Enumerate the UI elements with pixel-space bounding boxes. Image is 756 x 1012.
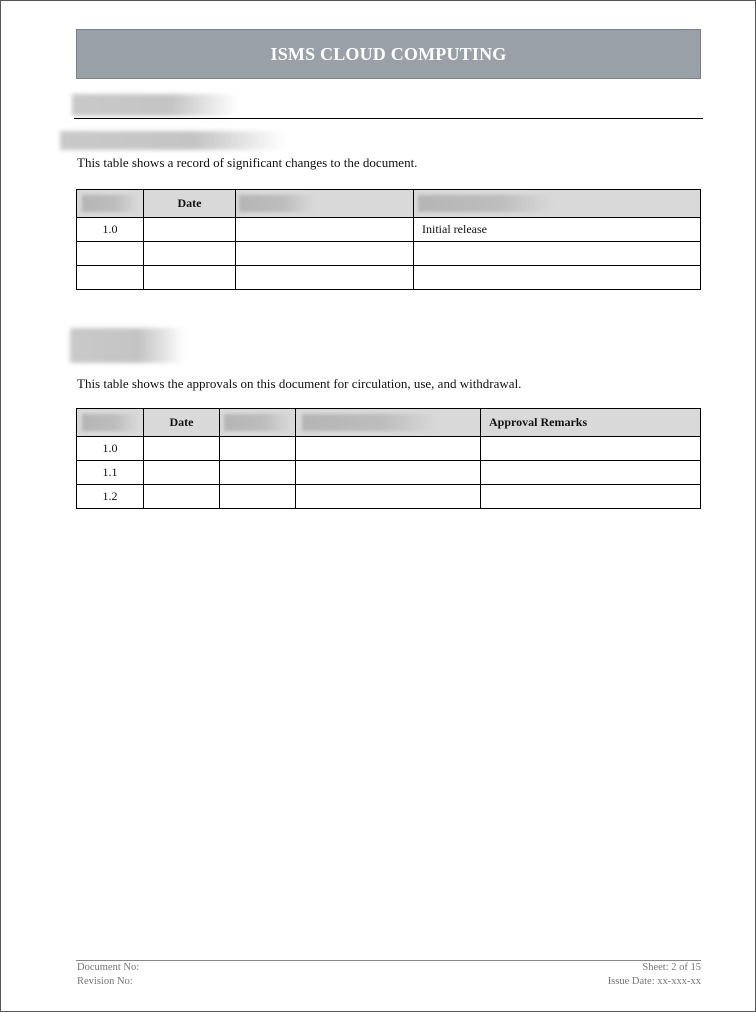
footer-revision-no: Revision No: (77, 976, 133, 987)
cell-date (144, 266, 236, 290)
redacted-approval-heading (70, 328, 185, 363)
header-cell-redacted (236, 190, 414, 218)
header-cell-redacted (414, 190, 701, 218)
header-cell-date: Date (144, 190, 236, 218)
table-row (77, 437, 701, 461)
cell-remarks (481, 485, 701, 509)
table-row (77, 242, 701, 266)
footer-document-no: Document No: (77, 962, 140, 973)
cell-description: Initial release (414, 218, 701, 242)
cell-version: 1.0 (77, 437, 144, 461)
cell-version: 1.2 (77, 485, 144, 509)
cell-date (144, 218, 236, 242)
table-row (77, 485, 701, 509)
cell (236, 218, 414, 242)
cell-version: 1.1 (77, 461, 144, 485)
table-header-row (77, 190, 701, 218)
cell-date (144, 485, 220, 509)
cell (296, 437, 481, 461)
cell (220, 437, 296, 461)
cell-version (77, 242, 144, 266)
redacted-subheading (60, 131, 285, 150)
cell (236, 266, 414, 290)
table-row (77, 461, 701, 485)
cell-date (144, 461, 220, 485)
header-cell-date: Date (144, 409, 220, 437)
table-row (77, 266, 701, 290)
heading-rule (74, 118, 703, 119)
cell-version: 1.0 (77, 218, 144, 242)
cell (236, 242, 414, 266)
revision-description: This table shows a record of significant changes to the document. (77, 155, 418, 170)
header-cell-redacted (77, 409, 144, 437)
approval-table (76, 408, 701, 509)
table-row (77, 218, 701, 242)
footer-issue-date: Issue Date: xx-xxx-xx (607, 976, 701, 987)
cell-description (414, 266, 701, 290)
redacted-section-heading (72, 94, 237, 116)
table-header-row (77, 409, 701, 437)
cell (296, 461, 481, 485)
cell-remarks (481, 461, 701, 485)
revision-history-table (76, 189, 701, 290)
footer-sheet: Sheet: 2 of 15 (642, 962, 701, 973)
document-title: ISMS CLOUD COMPUTING (270, 43, 507, 64)
cell (220, 485, 296, 509)
cell-version (77, 266, 144, 290)
cell-description (414, 242, 701, 266)
header-cell-redacted (77, 190, 144, 218)
cell-date (144, 437, 220, 461)
cell (220, 461, 296, 485)
footer-divider (76, 960, 701, 961)
header-cell-redacted (220, 409, 296, 437)
document-title-banner (76, 29, 701, 79)
header-cell-redacted (296, 409, 481, 437)
approval-description: This table shows the approvals on this document for circulation, use, and withdrawal. (77, 376, 522, 391)
header-cell-approval-remarks: Approval Remarks (481, 409, 701, 437)
cell (296, 485, 481, 509)
cell-remarks (481, 437, 701, 461)
cell-date (144, 242, 236, 266)
